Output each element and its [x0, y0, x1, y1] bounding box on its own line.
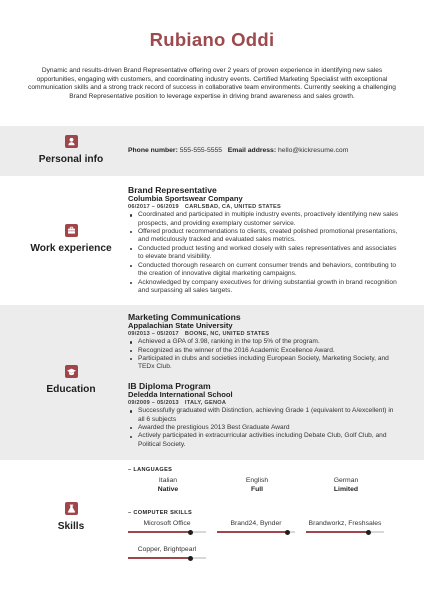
language-item	[212, 476, 302, 494]
job-bullets	[128, 211, 400, 296]
language-name: German	[333, 477, 359, 484]
list-item: Conducted product testing and worked closely with sales representatives and associates to elevate brand visibility.	[128, 245, 400, 262]
language-name: Italian	[158, 477, 178, 484]
skill-item	[128, 519, 206, 533]
school-name: Appalachian State University	[128, 321, 233, 330]
education-dates: 09/2013 – 05/2017	[128, 330, 179, 337]
language-level: Native	[157, 486, 179, 493]
skill-name: Copper, Brightpearl	[137, 546, 197, 553]
education-location: ITALY, GENOA	[184, 399, 227, 406]
section-title-skills: Skills	[57, 521, 85, 532]
language-level: Full	[250, 486, 264, 493]
section-title-work-experience: Work experience	[30, 243, 112, 254]
profile-summary: Dynamic and results-driven Brand Representative offering over 2 years of proven experience in identifying new sales opportunities, engaging with customers, and coordinating industry events. Certified Marketing Specialist with exceptional communication skills and a strong track record of success in collaborative team environments. Currently seeking a challenging Brand Representative position to leverage expertise in driving brand awareness and sales growth.	[28, 67, 396, 100]
candidate-name: Rubiano Oddi	[149, 29, 275, 50]
skill-level-handle	[188, 556, 193, 561]
skill-item	[306, 519, 384, 533]
education-bullets	[128, 407, 400, 449]
computer-skills-heading: – COMPUTER SKILLS	[128, 510, 193, 516]
education-bullets	[128, 338, 400, 372]
school-name: Deledda International School	[128, 390, 233, 399]
list-item: Conducted thorough research on current consumer trends and behaviors, contributing to the creation of innovative digital marketing campaigns.	[128, 262, 400, 279]
degree-title: IB Diploma Program	[128, 381, 211, 391]
phone-value: 555-555-5555	[179, 147, 223, 154]
job-title: Brand Representative	[128, 185, 217, 195]
skill-level-handle	[285, 530, 290, 535]
education-dates: 09/2009 – 05/2013	[128, 399, 179, 406]
graduation-cap-icon	[65, 365, 78, 378]
skill-level-handle	[188, 530, 193, 535]
degree-title: Marketing Communications	[128, 312, 241, 322]
skill-level-bar	[306, 531, 384, 533]
contact-line	[128, 147, 348, 154]
section-title-education: Education	[46, 384, 96, 395]
skill-level-fill	[128, 557, 190, 559]
education-entry	[128, 312, 400, 372]
list-item: Awarded the prestigious 2013 Best Graduate Award	[128, 424, 400, 432]
language-level: Limited	[333, 486, 359, 493]
skill-name: Brand24, Bynder	[230, 520, 282, 527]
job-entry	[128, 185, 400, 296]
skill-level-bar	[128, 557, 206, 559]
phone-label: Phone number:	[128, 147, 178, 154]
list-item: Actively participated in extracurricular activities including Debate Club, Golf Club, and Political Society.	[128, 432, 400, 449]
section-title-personal-info: Personal info	[38, 154, 104, 165]
flask-icon	[65, 502, 78, 515]
email-label: Email address:	[227, 147, 277, 154]
list-item: Offered product recommendations to clients, created polished promotional presentations, and meticulously tracked and evaluated sales metrics.	[128, 228, 400, 245]
list-item: Acknowledged by company executives for driving substantial growth in brand recognition and surpassing all sales targets.	[128, 279, 400, 296]
skill-level-fill	[306, 531, 368, 533]
education-meta	[128, 331, 400, 339]
list-item: Successfully graduated with Distinction, achieving Grade 1 (equivalent to A/excellent) in all 6 subjects	[128, 407, 400, 424]
job-location: CARLSBAD, CA, UNITED STATES	[184, 203, 281, 210]
skill-name: Brandworkz, Freshsales	[308, 520, 382, 527]
list-item: Recognized as the winner of the 2016 Academic Excellence Award.	[128, 347, 400, 355]
skill-item	[128, 545, 206, 559]
language-item	[301, 476, 391, 494]
language-item	[123, 476, 213, 494]
languages-heading: – LANGUAGES	[128, 467, 173, 473]
job-dates: 06/2017 – 06/2019	[128, 203, 179, 210]
skill-level-handle	[366, 530, 371, 535]
list-item: Achieved a GPA of 3.98, ranking in the top 5% of the program.	[128, 338, 400, 346]
skill-level-fill	[128, 531, 190, 533]
education-meta	[128, 400, 400, 408]
language-name: English	[245, 477, 269, 484]
education-location: BOONE, NC, UNITED STATES	[184, 330, 270, 337]
list-item: Coordinated and participated in multiple industry events, proactively identifying new sales prospects, and providing exemplary customer service.	[128, 211, 400, 228]
education-entry	[128, 381, 400, 449]
skill-item	[217, 519, 295, 533]
skill-level-bar	[217, 531, 295, 533]
list-item: Participated in clubs and societies including European Society, Marketing Society, and TEDx Club.	[128, 355, 400, 372]
skill-level-bar	[128, 531, 206, 533]
job-company: Columbia Sportswear Company	[128, 194, 243, 203]
skill-level-fill	[217, 531, 287, 533]
email-value: hello@kickresume.com	[278, 147, 349, 154]
skill-name: Microsoft Office	[143, 520, 191, 527]
person-icon	[65, 135, 78, 148]
job-meta	[128, 204, 400, 212]
briefcase-icon	[65, 224, 78, 237]
